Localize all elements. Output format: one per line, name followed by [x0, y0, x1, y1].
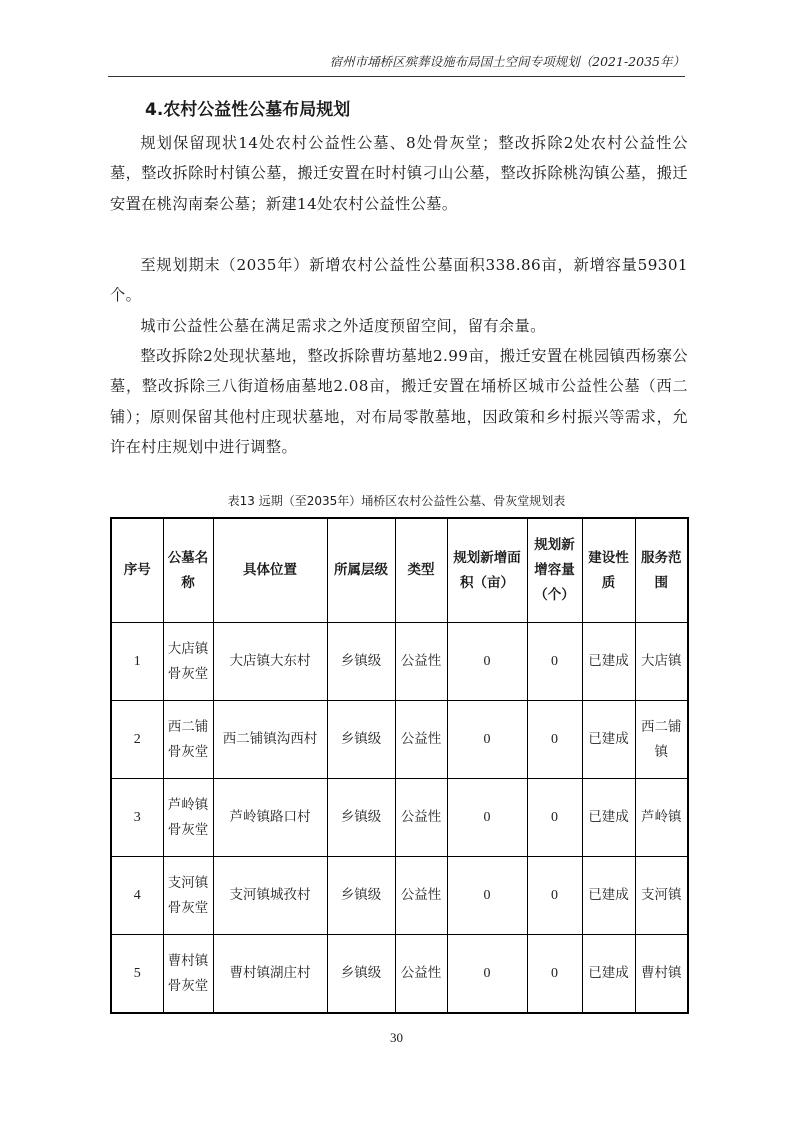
cell-status: 已建成 — [582, 623, 635, 701]
paragraph-3: 城市公益性公墓在满足需求之外适度预留空间，留有余量。 — [140, 317, 546, 335]
cell-scope: 大店镇 — [635, 623, 688, 701]
cell-type: 公益性 — [395, 701, 447, 779]
cell-name: 芦岭镇骨灰堂 — [163, 779, 213, 857]
table-row — [111, 857, 688, 935]
cell-level: 乡镇级 — [327, 779, 395, 857]
cell-location: 曹村镇湖庄村 — [213, 935, 327, 1014]
cell-location: 大店镇大东村 — [213, 623, 327, 701]
cell-index: 3 — [111, 779, 163, 857]
cell-status: 已建成 — [582, 701, 635, 779]
cell-scope: 西二铺镇 — [635, 701, 688, 779]
cell-type: 公益性 — [395, 779, 447, 857]
cell-status: 已建成 — [582, 935, 635, 1014]
running-header: 宿州市埇桥区殡葬设施布局国土空间专项规划（2021-2035年） — [108, 50, 685, 77]
cell-location: 西二铺镇沟西村 — [213, 701, 327, 779]
header-cell: 类型 — [395, 518, 447, 623]
cell-capacity: 0 — [527, 779, 582, 857]
cell-status: 已建成 — [582, 779, 635, 857]
header-cell: 规划新增容量（个） — [527, 518, 582, 623]
cell-type: 公益性 — [395, 857, 447, 935]
cell-level: 乡镇级 — [327, 701, 395, 779]
page-number: 30 — [390, 1030, 403, 1045]
cell-location: 支河镇城孜村 — [213, 857, 327, 935]
cell-name: 西二铺骨灰堂 — [163, 701, 213, 779]
cell-type: 公益性 — [395, 935, 447, 1014]
cell-status: 已建成 — [582, 857, 635, 935]
table-row — [111, 623, 688, 701]
cell-level: 乡镇级 — [327, 857, 395, 935]
header-cell: 所属层级 — [327, 518, 395, 623]
header-cell: 规划新增面积（亩） — [447, 518, 527, 623]
cell-area: 0 — [447, 857, 527, 935]
paragraph-2: 至规划期末（2035年）新增农村公益性公墓面积338.86亩，新增容量59301个。 — [110, 256, 688, 305]
paragraph-1: 规划保留现状14处农村公益性公墓、8处骨灰堂；整改拆除2处农村公益性公墓，整改拆除时村镇公墓，搬迁安置在时村镇刁山公墓，整改拆除桃沟镇公墓，搬迁安置在桃沟南秦公墓；新建14处农村公益性公墓。 — [110, 134, 688, 213]
cell-capacity: 0 — [527, 935, 582, 1014]
header-cell: 公墓名称 — [163, 518, 213, 623]
header-cell: 序号 — [111, 518, 163, 623]
section-heading: 4.农村公益性公墓布局规划 — [145, 100, 351, 120]
cell-index: 5 — [111, 935, 163, 1014]
cell-area: 0 — [447, 779, 527, 857]
cell-area: 0 — [447, 623, 527, 701]
table-caption: 表13 远期（至2035年）埇桥区农村公益性公墓、骨灰堂规划表 — [227, 494, 566, 508]
table-row — [111, 701, 688, 779]
cell-name: 大店镇骨灰堂 — [163, 623, 213, 701]
table-row — [111, 935, 688, 1014]
cell-index: 1 — [111, 623, 163, 701]
paragraph-4: 整改拆除2处现状墓地，整改拆除曹坊墓地2.99亩，搬迁安置在桃园镇西杨寨公墓，整改拆除三八街道杨庙墓地2.08亩，搬迁安置在埇桥区城市公益性公墓（西二铺）；原则保留其他村庄现状墓地，对布局零散墓地，因政策和乡村振兴等需求，允许在村庄规划中进行调整。 — [110, 347, 688, 456]
header-cell: 建设性质 — [582, 518, 635, 623]
cell-scope: 支河镇 — [635, 857, 688, 935]
cell-name: 支河镇骨灰堂 — [163, 857, 213, 935]
header-cell: 具体位置 — [213, 518, 327, 623]
cell-scope: 芦岭镇 — [635, 779, 688, 857]
cell-area: 0 — [447, 701, 527, 779]
table-row — [111, 779, 688, 857]
cell-name: 曹村镇骨灰堂 — [163, 935, 213, 1014]
table-header-row — [111, 518, 688, 623]
cell-index: 4 — [111, 857, 163, 935]
cell-area: 0 — [447, 935, 527, 1014]
cell-type: 公益性 — [395, 623, 447, 701]
cell-level: 乡镇级 — [327, 623, 395, 701]
plan-table — [110, 517, 689, 1014]
cell-capacity: 0 — [527, 623, 582, 701]
cell-location: 芦岭镇路口村 — [213, 779, 327, 857]
cell-level: 乡镇级 — [327, 935, 395, 1014]
cell-capacity: 0 — [527, 857, 582, 935]
cell-capacity: 0 — [527, 701, 582, 779]
header-cell: 服务范围 — [635, 518, 688, 623]
cell-index: 2 — [111, 701, 163, 779]
cell-scope: 曹村镇 — [635, 935, 688, 1014]
